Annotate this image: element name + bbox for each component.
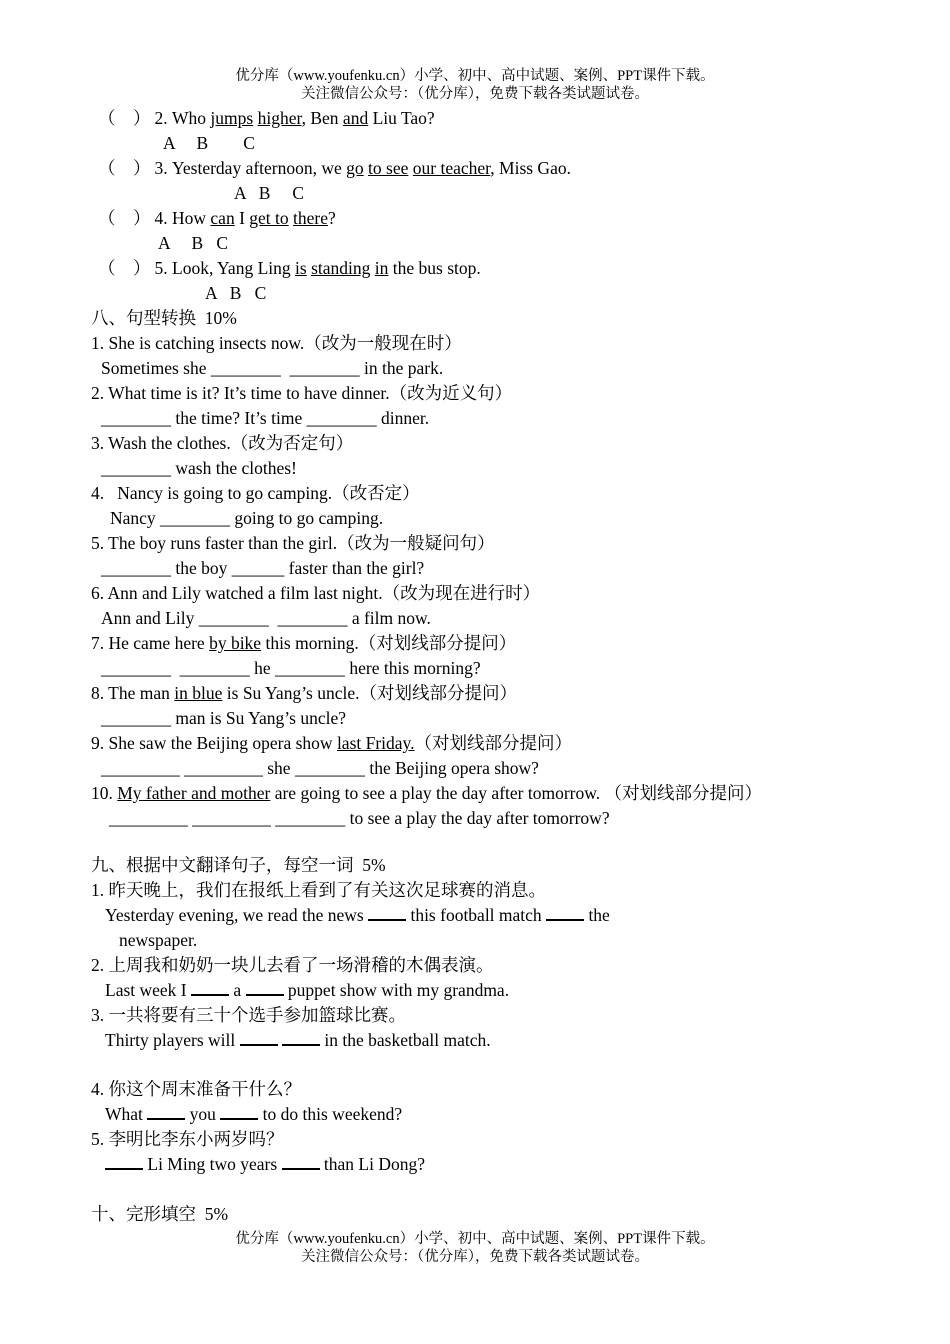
- question-text: 7. He came here: [91, 633, 210, 653]
- underlined-option: in: [374, 258, 389, 278]
- answer-paren: （ ）: [98, 158, 151, 178]
- sentence-text: you: [185, 1104, 221, 1124]
- fill-blank[interactable]: [282, 1154, 320, 1170]
- option-letters: A B C: [163, 133, 255, 153]
- question-text: are going to see a play the day after tomorrow. （对划线部分提问）: [270, 783, 762, 803]
- sentence-text: this football match: [406, 905, 547, 925]
- chinese-sentence: 5. 李明比李东小两岁吗？: [91, 1129, 284, 1149]
- question-text: 2. Who: [154, 108, 211, 128]
- english-sentence: [105, 978, 509, 1002]
- question-text: , Miss Gao.: [490, 158, 571, 178]
- english-sentence: [105, 1028, 491, 1052]
- english-sentence: [105, 1102, 402, 1126]
- sentence-text: Li Ming two years: [143, 1154, 282, 1174]
- fill-blank[interactable]: [282, 1030, 320, 1046]
- option-letters: A B C: [234, 183, 305, 203]
- underlined-option: get to: [249, 208, 289, 228]
- chinese-sentence: 4. 你这个周末准备干什么？: [91, 1079, 301, 1099]
- sentence-text: a: [229, 980, 246, 1000]
- section-8-title: 八、句型转换 10%: [91, 308, 237, 328]
- question-line: [98, 206, 336, 230]
- question-line: [98, 106, 435, 130]
- fill-blank[interactable]: [147, 1104, 185, 1120]
- page-footer-line1: 优分库（www.youfenku.cn）小学、初中、高中试题、案例、PPT课件下载。: [235, 1231, 715, 1247]
- english-sentence-continued: newspaper.: [119, 930, 198, 950]
- underlined-phrase: in blue: [174, 683, 223, 703]
- sentence-text: Last week I: [105, 980, 192, 1000]
- transform-question: [91, 781, 762, 805]
- transform-question: 6. Ann and Lily watched a film last night.（改为现在进行时）: [91, 583, 541, 603]
- answer-line: ________ the boy ______ faster than the girl?: [101, 558, 425, 578]
- question-text: I: [234, 208, 250, 228]
- answer-line: _________ _________ she ________ the Beijing opera show?: [101, 758, 539, 778]
- fill-blank[interactable]: [220, 1104, 258, 1120]
- underlined-option: is: [295, 258, 307, 278]
- underlined-phrase: My father and mother: [117, 783, 271, 803]
- underlined-phrase: by bike: [209, 633, 262, 653]
- answer-line: Ann and Lily ________ ________ a film now.: [101, 608, 431, 628]
- transform-question: [91, 731, 572, 755]
- sentence-text: the: [584, 905, 610, 925]
- fill-blank[interactable]: [368, 905, 406, 921]
- underlined-option: higher: [257, 108, 302, 128]
- chinese-sentence: 3. 一共将要有三十个选手参加篮球比赛。: [91, 1005, 406, 1025]
- underlined-option: jumps: [210, 108, 254, 128]
- fill-blank[interactable]: [191, 980, 229, 996]
- option-letters: A B C: [158, 233, 229, 253]
- question-text: this morning.（对划线部分提问）: [261, 633, 517, 653]
- section-9-title: 九、根据中文翻译句子，每空一词 5%: [91, 855, 386, 875]
- answer-line: _________ _________ ________ to see a play the day after tomorrow?: [109, 808, 610, 828]
- underlined-option: go: [346, 158, 364, 178]
- answer-paren: （ ）: [98, 108, 151, 128]
- answer-paren: （ ）: [98, 208, 151, 228]
- sentence-text: What: [105, 1104, 148, 1124]
- english-sentence: [105, 1152, 425, 1176]
- fill-blank[interactable]: [546, 905, 584, 921]
- option-letters: A B C: [205, 283, 267, 303]
- page-header-line2: 关注微信公众号：（优分库），免费下载各类试题试卷。: [301, 86, 649, 102]
- transform-question: 3. Wash the clothes.（改为否定句）: [91, 433, 354, 453]
- underlined-option: our teacher: [412, 158, 491, 178]
- fill-blank[interactable]: [105, 1154, 143, 1170]
- underlined-option: and: [342, 108, 369, 128]
- answer-line: Nancy ________ going to go camping.: [110, 508, 384, 528]
- sentence-text: to do this weekend?: [258, 1104, 403, 1124]
- transform-question: 4. Nancy is going to go camping.（改否定）: [91, 483, 420, 503]
- underlined-option: standing: [311, 258, 371, 278]
- transform-question: [91, 681, 517, 705]
- transform-question: 2. What time is it? It’s time to have dinner.（改为近义句）: [91, 383, 513, 403]
- question-text: is Su Yang’s uncle.（对划线部分提问）: [222, 683, 518, 703]
- underlined-option: can: [210, 208, 235, 228]
- chinese-sentence: 1. 昨天晚上，我们在报纸上看到了有关这次足球赛的消息。: [91, 880, 546, 900]
- question-line: [98, 156, 571, 180]
- sentence-text: in the basketball match.: [320, 1030, 491, 1050]
- question-text: 3. Yesterday afternoon, we: [154, 158, 347, 178]
- transform-question: 5. The boy runs faster than the girl.（改为一般疑问句）: [91, 533, 495, 553]
- answer-line: ________ wash the clothes!: [101, 458, 297, 478]
- answer-paren: （ ）: [98, 258, 151, 278]
- page-footer-line2: 关注微信公众号：（优分库），免费下载各类试题试卷。: [301, 1249, 649, 1265]
- answer-line: Sometimes she ________ ________ in the park.: [101, 358, 444, 378]
- fill-blank[interactable]: [246, 980, 284, 996]
- sentence-text: puppet show with my grandma.: [283, 980, 510, 1000]
- answer-line: ________ ________ he ________ here this morning?: [101, 658, 481, 678]
- question-line: [98, 256, 481, 280]
- page-header-line1: 优分库（www.youfenku.cn）小学、初中、高中试题、案例、PPT课件下载。: [235, 68, 715, 84]
- question-text: 9. She saw the Beijing opera show: [91, 733, 337, 753]
- chinese-sentence: 2. 上周我和奶奶一块儿去看了一场滑稽的木偶表演。: [91, 955, 494, 975]
- underlined-option: there: [293, 208, 329, 228]
- underlined-phrase: last Friday.: [336, 733, 415, 753]
- underlined-option: to see: [368, 158, 409, 178]
- question-text: 10.: [91, 783, 118, 803]
- question-text: 5. Look, Yang Ling: [154, 258, 295, 278]
- question-text: Liu Tao?: [368, 108, 435, 128]
- transform-question: 1. She is catching insects now.（改为一般现在时）: [91, 333, 462, 353]
- english-sentence: [105, 903, 610, 927]
- question-text: （对划线部分提问）: [414, 733, 573, 753]
- question-text: the bus stop.: [388, 258, 481, 278]
- question-text: 8. The man: [91, 683, 175, 703]
- section-10-title: 十、完形填空 5%: [91, 1204, 229, 1224]
- answer-line: ________ the time? It’s time ________ dinner.: [101, 408, 430, 428]
- sentence-text: Thirty players will: [105, 1030, 240, 1050]
- fill-blank[interactable]: [240, 1030, 278, 1046]
- transform-question: [91, 631, 516, 655]
- question-text: 4. How: [154, 208, 211, 228]
- question-text: ?: [328, 208, 336, 228]
- sentence-text: Yesterday evening, we read the news: [105, 905, 369, 925]
- sentence-text: than Li Dong?: [319, 1154, 425, 1174]
- question-text: , Ben: [301, 108, 343, 128]
- answer-line: ________ man is Su Yang’s uncle?: [101, 708, 346, 728]
